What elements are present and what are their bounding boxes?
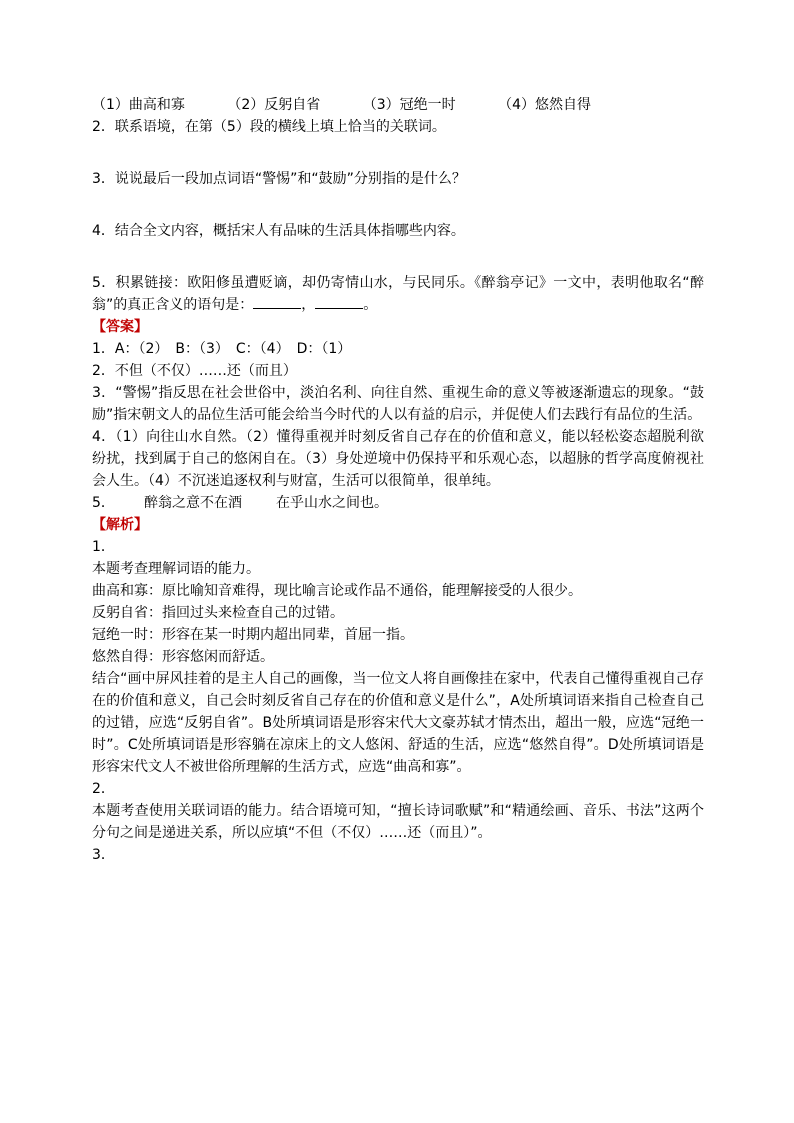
q1-option: （1）曲高和寡 [92,97,185,113]
answer-heading: 【答案】 [92,319,148,335]
q1-option: （2）反躬自省 [227,97,321,113]
analysis-1-intro: 本题考查理解词语的能力。 [92,561,260,577]
analysis-heading: 【解析】 [92,517,148,533]
answer-5-part2: 在乎山水之间也。 [276,495,388,511]
question-5 [92,272,704,316]
definition: 冠绝一时：形容在某一时期内超出同辈，首屈一指。 [92,627,414,643]
answer-space [92,138,704,168]
analysis-2-number: 2． [92,781,115,797]
question-5-text: 5．积累链接：欧阳修虽遭贬谪，却仍寄情山水，与民同乐。《醉翁亭记》一文中，表明他取名“醉翁”的真正含义的语句是： [92,275,704,313]
answer-space [92,242,704,272]
answer-1: 1．A：（2） B：（3） C：（4） D：（1） [92,341,352,357]
question-4: 4．结合全文内容，概括宋人有品味的生活具体指哪些内容。 [92,223,465,239]
fill-blank [253,294,301,309]
q1-options [92,94,704,116]
answer-5-number: 5． [92,495,115,511]
answer-4: 4．（1）向往山水自然。（2）懂得重视并时刻反省自己存在的价值和意义，能以轻松姿态超脱利欲纷扰，找到属于自己的悠闲自在。（3）身处逆境中仍保持平和乐观心态，以超脉的哲学高度俯视社会人生。（4）不沉迷追逐权利与财富，生活可以很简单，很单纯。 [92,429,704,489]
answer-5 [92,492,704,514]
document-content [92,94,704,866]
question-2: 2．联系语境，在第（5）段的横线上填上恰当的关联词。 [92,119,446,135]
question-5-separator: ， [301,297,316,313]
question-3: 3．说说最后一段加点词语“警惕”和“鼓励”分别指的是什么？ [92,171,466,187]
answer-5-part1: 醉翁之意不在酒 [144,495,242,511]
q1-option: （3）冠绝一时 [362,97,456,113]
analysis-1-body: 结合“画中屏风挂着的是主人自己的画像，当一位文人将自画像挂在家中，代表自己懂得重视自己存在的价值和意义，自己会时刻反省自己存在的价值和意义是什么”，A处所填词语来指自己检查自己的过错，应选“反躬自省”。B处所填词语是形容宋代大文豪苏轼才情杰出，超出一般，应选“冠绝一时”。C处所填词语是形容躺在凉床上的文人悠闲、舒适的生活，应选“悠然自得”。D处所填词语是形容宋代文人不被世俗所理解的生活方式，应选“曲高和寡”。 [92,671,704,775]
analysis-1-number: 1． [92,539,115,555]
answer-3: 3．“警惕”指反思在社会世俗中，淡泊名利、向往自然、重视生命的意义等被逐渐遗忘的现象。“鼓励”指宋朝文人的品位生活可能会给当今时代的人以有益的启示，并促使人们去践行有品位的生活。 [92,385,704,423]
definition: 反躬自省：指回过头来检查自己的过错。 [92,605,344,621]
definition: 悠然自得：形容悠闲而舒适。 [92,649,274,665]
question-5-end: 。 [363,297,378,313]
answer-2: 2．不但（不仅）……还（而且） [92,363,297,379]
definition: 曲高和寡：原比喻知音难得，现比喻言论或作品不通俗，能理解接受的人很少。 [92,583,582,599]
fill-blank [315,294,363,309]
q1-option: （4）悠然自得 [498,97,592,113]
analysis-3-number: 3． [92,847,115,863]
analysis-2-body: 本题考查使用关联词语的能力。结合语境可知，“擅长诗词歌赋”和“精通绘画、音乐、书法”这两个分句之间是递进关系，所以应填“不但（不仅）……还（而且）”。 [92,803,704,841]
answer-space [92,190,704,220]
